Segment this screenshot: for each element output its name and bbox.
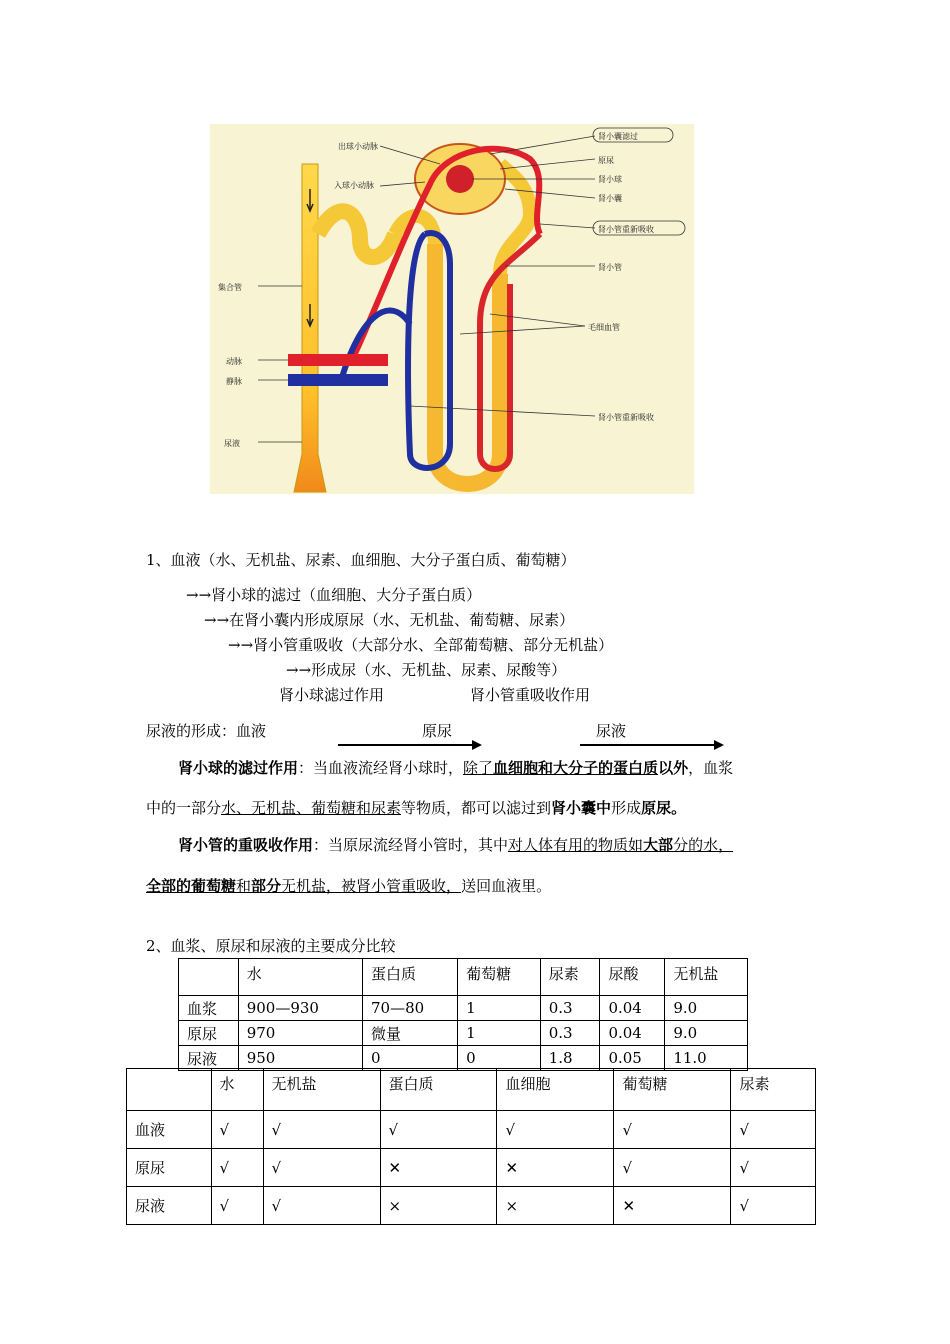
table-row bbox=[179, 1046, 748, 1071]
arrow-line-1 bbox=[338, 744, 474, 746]
reabsorption-text-8: 无机盐，被肾小管重吸收， bbox=[281, 877, 462, 895]
table-cell: 原尿 bbox=[127, 1149, 212, 1187]
table-cell: √ bbox=[380, 1111, 497, 1149]
reabsorption-text-9: 送回血液里。 bbox=[461, 877, 552, 895]
label-collecting-duct: 集合管 bbox=[218, 283, 242, 292]
label-tubule-reabsorption-bottom: 肾小管重新吸收 bbox=[598, 413, 654, 422]
table-header-cell: 水 bbox=[211, 1069, 263, 1111]
table-cell: √ bbox=[731, 1149, 816, 1187]
table-cell: √ bbox=[211, 1111, 263, 1149]
table-cell: 1 bbox=[458, 1021, 541, 1046]
table-cell: 11.0 bbox=[665, 1046, 748, 1071]
label-tubule-reabsorption-top: 肾小管重新吸收 bbox=[598, 225, 654, 234]
label-tubule: 肾小管 bbox=[598, 263, 622, 272]
table-row bbox=[179, 1021, 748, 1046]
table-cell: × bbox=[380, 1187, 497, 1225]
composition-table bbox=[178, 958, 748, 1071]
label-urine: 尿液 bbox=[224, 439, 240, 448]
table-header-cell: 无机盐 bbox=[263, 1069, 380, 1111]
table-header-cell: 尿酸 bbox=[600, 959, 665, 996]
filtration-text-9: 肾小囊中 bbox=[551, 799, 612, 817]
table-cell: 1 bbox=[458, 996, 541, 1021]
table-cell: √ bbox=[731, 1111, 816, 1149]
table-cell: ✕ bbox=[380, 1149, 497, 1187]
step-2: →→在肾小囊内形成原尿（水、无机盐、葡萄糖、尿素） bbox=[204, 611, 575, 629]
table-cell: √ bbox=[497, 1111, 614, 1149]
reabsorption-text-6: 和 bbox=[236, 877, 252, 895]
table-row bbox=[179, 996, 748, 1021]
reabsorption-text-2: 对人体有用的物质如 bbox=[508, 836, 644, 854]
table-cell: 0.04 bbox=[600, 996, 665, 1021]
table-header-cell: 尿素 bbox=[540, 959, 600, 996]
table-header-cell: 蛋白质 bbox=[363, 959, 458, 996]
reabsorption-line-2 bbox=[146, 876, 551, 896]
formation-mid: 原尿 bbox=[422, 722, 453, 740]
section1-heading: 1、血液（水、无机盐、尿素、血细胞、大分子蛋白质、葡萄糖） bbox=[146, 551, 576, 569]
table-header-cell: 葡萄糖 bbox=[458, 959, 541, 996]
reabsorption-text-5: 全部的葡萄糖 bbox=[146, 877, 237, 895]
label-vein: 静脉 bbox=[226, 377, 242, 386]
table-header-cell: 葡萄糖 bbox=[614, 1069, 731, 1111]
table-cell: √ bbox=[731, 1187, 816, 1225]
label-capillary: 毛细血管 bbox=[588, 323, 620, 332]
table-cell: 微量 bbox=[363, 1021, 458, 1046]
filtration-text-5: ，血浆 bbox=[688, 759, 734, 777]
table-cell: √ bbox=[211, 1149, 263, 1187]
presence-table bbox=[126, 1068, 816, 1225]
arrow-head-1 bbox=[472, 740, 482, 750]
reabsorption-text-7: 部分 bbox=[251, 877, 282, 895]
table-cell: √ bbox=[614, 1149, 731, 1187]
table-cell: × bbox=[497, 1187, 614, 1225]
table-cell: √ bbox=[263, 1149, 380, 1187]
arrow-head-2 bbox=[714, 740, 724, 750]
table-cell: 0.3 bbox=[540, 996, 600, 1021]
glomerulus-shape bbox=[446, 165, 474, 193]
table-row bbox=[127, 1111, 816, 1149]
table-cell: 0 bbox=[458, 1046, 541, 1071]
reabsorption-text-3: 大部 bbox=[643, 836, 674, 854]
label-glomerulus: 肾小球 bbox=[598, 175, 622, 184]
table-cell: ✕ bbox=[497, 1149, 614, 1187]
filtration-text-10: 形成 bbox=[611, 799, 642, 817]
table-header-cell bbox=[127, 1069, 212, 1111]
table-cell: 0 bbox=[363, 1046, 458, 1071]
step-1: →→肾小球的滤过（血细胞、大分子蛋白质） bbox=[186, 586, 482, 604]
filtration-text-2: 除了 bbox=[463, 759, 494, 777]
table-cell: √ bbox=[263, 1111, 380, 1149]
table-cell: 1.8 bbox=[540, 1046, 600, 1071]
step-4: →→形成尿（水、无机盐、尿素、尿酸等） bbox=[286, 661, 567, 679]
table-cell: 0.04 bbox=[600, 1021, 665, 1046]
filtration-text-8: 等物质，都可以滤过到 bbox=[401, 799, 552, 817]
table-header-row bbox=[127, 1069, 816, 1111]
filtration-text-7: 水、无机盐、葡萄糖和尿素 bbox=[221, 799, 402, 817]
table-header-cell bbox=[179, 959, 239, 996]
table-header-cell: 无机盐 bbox=[665, 959, 748, 996]
filtration-text-6: 中的一部分 bbox=[146, 799, 222, 817]
nephron-illustration bbox=[210, 124, 694, 494]
table-header-cell: 水 bbox=[238, 959, 362, 996]
filtration-text-3: 血细胞和大分子的蛋白质 bbox=[493, 759, 659, 777]
table-row bbox=[127, 1187, 816, 1225]
caption-filtration: 肾小球滤过作用 bbox=[279, 686, 385, 704]
table-cell: √ bbox=[614, 1111, 731, 1149]
table-cell: 血液 bbox=[127, 1111, 212, 1149]
filtration-text-4: 以外 bbox=[658, 759, 689, 777]
vein-bar bbox=[288, 374, 388, 386]
table-cell: 0.05 bbox=[600, 1046, 665, 1071]
table-cell: 70—80 bbox=[363, 996, 458, 1021]
label-primary-urine: 原尿 bbox=[598, 156, 614, 165]
table-header-cell: 蛋白质 bbox=[380, 1069, 497, 1111]
table-cell: 血浆 bbox=[179, 996, 239, 1021]
table-cell: 9.0 bbox=[665, 1021, 748, 1046]
table-cell: 尿液 bbox=[127, 1187, 212, 1225]
reabsorption-title: 肾小管的重吸收作用 bbox=[178, 836, 314, 854]
formation-end: 尿液 bbox=[596, 722, 627, 740]
caption-reabsorption: 肾小管重吸收作用 bbox=[470, 686, 591, 704]
reabsorption-text-4: 分的水， bbox=[673, 836, 734, 854]
formation-label: 尿液的形成：血液 bbox=[146, 722, 267, 740]
collecting-duct-shape bbox=[294, 164, 326, 492]
table-cell: √ bbox=[211, 1187, 263, 1225]
connecting-tubule-shape bbox=[318, 211, 395, 257]
table-header-cell: 尿素 bbox=[731, 1069, 816, 1111]
table-cell: 900—930 bbox=[238, 996, 362, 1021]
arrow-line-2 bbox=[580, 744, 716, 746]
reabsorption-line-1 bbox=[178, 835, 733, 855]
filtration-line-2 bbox=[146, 798, 686, 818]
table-cell: 原尿 bbox=[179, 1021, 239, 1046]
label-artery: 动脉 bbox=[226, 357, 242, 366]
table-cell: 0.3 bbox=[540, 1021, 600, 1046]
table-row bbox=[127, 1149, 816, 1187]
table-cell: 9.0 bbox=[665, 996, 748, 1021]
section2-heading: 2、血浆、原尿和尿液的主要成分比较 bbox=[146, 937, 396, 955]
label-glomerular-filtration: 肾小囊滤过 bbox=[598, 132, 638, 141]
reabsorption-text-1: ：当原尿流经肾小管时，其中 bbox=[313, 836, 509, 854]
label-capsule: 肾小囊 bbox=[598, 194, 622, 203]
filtration-text-1: ：当血液流经肾小球时， bbox=[298, 759, 464, 777]
table-cell: ✕ bbox=[614, 1187, 731, 1225]
table-cell: 尿液 bbox=[179, 1046, 239, 1071]
filtration-title: 肾小球的滤过作用 bbox=[178, 759, 299, 777]
nephron-diagram bbox=[210, 124, 694, 494]
table-cell: 970 bbox=[238, 1021, 362, 1046]
artery-bar bbox=[288, 354, 388, 366]
filtration-line-1 bbox=[178, 758, 733, 778]
step-3: →→肾小管重吸收（大部分水、全部葡萄糖、部分无机盐） bbox=[228, 636, 614, 654]
table-cell: √ bbox=[263, 1187, 380, 1225]
capillary-red-shape bbox=[480, 234, 540, 469]
table-cell: 950 bbox=[238, 1046, 362, 1071]
table-header-row bbox=[179, 959, 748, 996]
label-efferent-arteriole: 出球小动脉 bbox=[338, 142, 378, 151]
label-afferent-arteriole: 入球小动脉 bbox=[334, 181, 374, 190]
table-header-cell: 血细胞 bbox=[497, 1069, 614, 1111]
filtration-text-11: 原尿。 bbox=[641, 799, 687, 817]
